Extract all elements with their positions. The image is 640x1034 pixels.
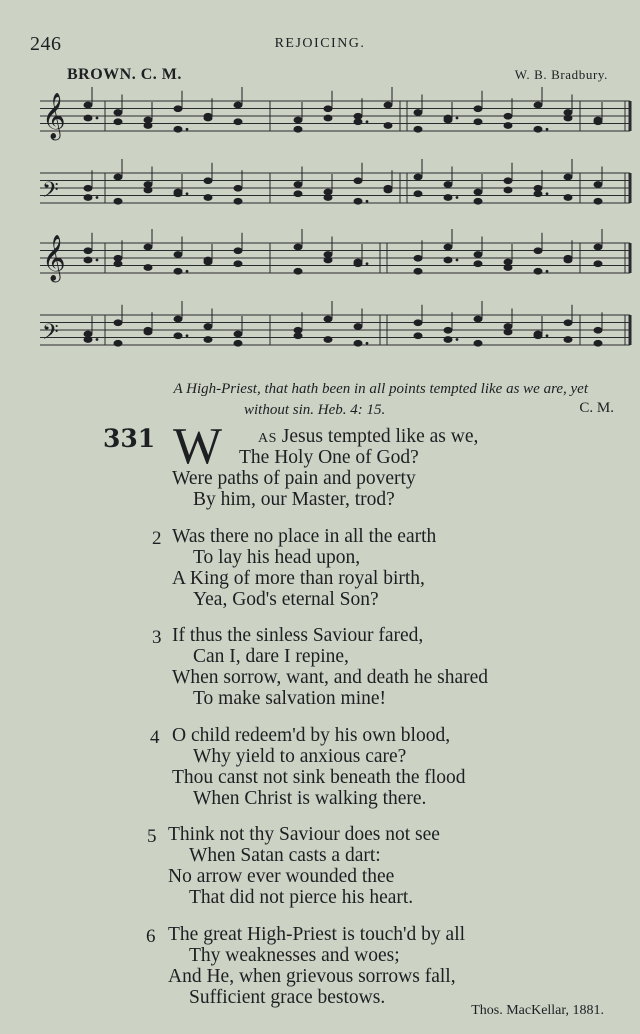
note-head — [294, 190, 303, 197]
dot — [96, 338, 99, 341]
note-head — [234, 118, 243, 125]
note-head — [114, 340, 123, 347]
note-head — [144, 329, 153, 336]
treble-clef-icon: 𝄞 — [42, 93, 66, 139]
stanza-3 — [172, 625, 488, 709]
first-line — [258, 426, 478, 449]
note-head — [564, 194, 573, 201]
dot — [456, 338, 459, 341]
stanza-line: That did not pierce his heart. — [189, 887, 414, 908]
note-head — [204, 336, 213, 343]
note-head — [84, 247, 93, 254]
stanza-line: When Christ is walking there. — [193, 788, 427, 809]
note-head — [564, 336, 573, 343]
tune-name: BROWN. C. M. — [67, 66, 182, 83]
note-head — [444, 327, 453, 334]
note-head — [204, 115, 213, 122]
note-head — [294, 244, 303, 251]
note-head — [504, 187, 513, 194]
stanza-5 — [168, 824, 440, 908]
note-head — [504, 264, 513, 271]
stanza-6 — [168, 924, 465, 1008]
note-head — [474, 316, 483, 323]
note-head — [444, 257, 453, 264]
verse-number: 3 — [152, 627, 162, 648]
stanza-line: Thou canst not sink beneath the flood — [172, 767, 466, 788]
note-head — [474, 105, 483, 112]
note-head — [324, 105, 333, 112]
note-head — [234, 185, 243, 192]
note-head — [234, 331, 243, 338]
note-head — [354, 260, 363, 267]
note-head — [324, 316, 333, 323]
note-head — [114, 118, 123, 125]
epigraph — [40, 379, 618, 421]
epigraph-line-2: without sin. Heb. 4: 15. — [244, 402, 386, 418]
stanza-line: Yea, God's eternal Son? — [193, 589, 379, 610]
note-head — [234, 260, 243, 267]
first-line-text: Jesus tempted like as we, — [276, 426, 479, 447]
note-head — [504, 113, 513, 120]
dot — [456, 196, 459, 199]
dot — [96, 117, 99, 120]
note-head — [204, 194, 213, 201]
note-head — [594, 118, 603, 125]
hymn-number: 331 — [103, 424, 156, 453]
note-head — [294, 126, 303, 133]
note-head — [354, 323, 363, 330]
note-head — [594, 340, 603, 347]
note-head — [204, 323, 213, 330]
dot — [456, 117, 459, 120]
note-head — [84, 185, 93, 192]
note-head — [294, 268, 303, 275]
note-head — [174, 105, 183, 112]
note-head — [354, 198, 363, 205]
note-head — [84, 257, 93, 264]
note-head — [324, 336, 333, 343]
dot — [186, 192, 189, 195]
note-head — [534, 332, 543, 339]
note-head — [444, 181, 453, 188]
stanza-line: If thus the sinless Saviour fared, — [172, 625, 424, 646]
epigraph-line-1: A High-Priest, that hath been in all points tempted like as we are, yet — [173, 381, 588, 397]
dot — [546, 192, 549, 195]
hymn-meter: C. M. — [579, 400, 614, 416]
dot — [96, 196, 99, 199]
stanza-2 — [172, 526, 436, 610]
note-head — [414, 190, 423, 197]
note-head — [174, 190, 183, 197]
stanza-line: No arrow ever wounded thee — [168, 866, 395, 887]
note-head — [144, 187, 153, 194]
music-score — [0, 0, 640, 370]
note-head — [294, 117, 303, 124]
note-head — [594, 198, 603, 205]
stanza-4 — [172, 725, 466, 809]
dot — [366, 200, 369, 203]
note-head — [114, 319, 123, 326]
note-head — [474, 340, 483, 347]
dot — [546, 128, 549, 131]
note-head — [144, 122, 153, 129]
stanza-line: When sorrow, want, and death he shared — [172, 667, 489, 688]
note-head — [294, 332, 303, 339]
first-line-caps: AS — [258, 431, 277, 446]
note-head — [444, 194, 453, 201]
note-head — [354, 340, 363, 347]
dot — [366, 120, 369, 123]
note-head — [474, 189, 483, 196]
stanza-line: When Satan casts a dart: — [189, 845, 381, 866]
note-head — [114, 109, 123, 116]
dot — [186, 128, 189, 131]
note-head — [204, 177, 213, 184]
stanza-line: The great High-Priest is touch'd by all — [168, 924, 466, 945]
verse-number: 2 — [152, 528, 162, 549]
note-head — [414, 332, 423, 339]
verse-number: 4 — [150, 727, 160, 748]
stanza-line: And He, when grievous sorrows fall, — [168, 966, 456, 987]
dot — [186, 334, 189, 337]
note-head — [414, 255, 423, 262]
stanza-line: Thy weaknesses and woes; — [189, 945, 400, 966]
note-head — [234, 247, 243, 254]
note-head — [414, 126, 423, 133]
bass-clef-icon: 𝄢 — [42, 320, 59, 350]
note-head — [174, 126, 183, 133]
note-head — [84, 115, 93, 122]
note-head — [384, 102, 393, 109]
note-head — [564, 115, 573, 122]
note-head — [174, 268, 183, 275]
dot — [96, 259, 99, 262]
note-head — [534, 126, 543, 133]
note-head — [504, 177, 513, 184]
stanza-line: Think not thy Saviour does not see — [168, 824, 440, 845]
note-head — [474, 260, 483, 267]
note-head — [84, 194, 93, 201]
note-head — [174, 316, 183, 323]
note-head — [324, 115, 333, 122]
note-head — [84, 336, 93, 343]
note-head — [534, 102, 543, 109]
note-head — [414, 174, 423, 181]
note-head — [504, 122, 513, 129]
note-head — [534, 190, 543, 197]
note-head — [114, 260, 123, 267]
dot — [366, 262, 369, 265]
verse-number: 5 — [147, 826, 157, 847]
note-head — [384, 187, 393, 194]
stanza-line: O child redeem'd by his own blood, — [172, 725, 451, 746]
note-head — [444, 115, 453, 122]
verse-number: 6 — [146, 926, 156, 947]
note-head — [594, 181, 603, 188]
stanza-1 — [172, 447, 419, 510]
stanza-line: Why yield to anxious care? — [193, 746, 407, 767]
note-head — [384, 122, 393, 129]
stanza-line: Sufficient grace bestows. — [189, 987, 386, 1008]
dot — [186, 270, 189, 273]
dot — [546, 270, 549, 273]
note-head — [204, 257, 213, 264]
note-head — [324, 194, 333, 201]
note-head — [354, 177, 363, 184]
composer: W. B. Bradbury. — [514, 67, 608, 82]
stanza-line: Was there no place in all the earth — [172, 526, 437, 547]
treble-clef-icon: 𝄞 — [42, 235, 66, 281]
note-head — [354, 118, 363, 125]
drop-cap: W — [173, 418, 223, 475]
note-head — [594, 327, 603, 334]
note-head — [414, 268, 423, 275]
stanza-line: To lay his head upon, — [193, 547, 361, 568]
note-head — [174, 251, 183, 258]
note-head — [564, 319, 573, 326]
dot — [546, 334, 549, 337]
note-head — [564, 257, 573, 264]
stanza-line: The Holy One of God? — [239, 447, 419, 468]
note-head — [114, 198, 123, 205]
note-head — [444, 244, 453, 251]
note-head — [234, 198, 243, 205]
note-head — [474, 198, 483, 205]
note-head — [414, 109, 423, 116]
note-head — [234, 102, 243, 109]
stanza-line: Can I, dare I repine, — [193, 646, 349, 667]
note-head — [534, 268, 543, 275]
note-head — [594, 260, 603, 267]
note-head — [444, 336, 453, 343]
section-title: REJOICING. — [274, 36, 366, 51]
note-head — [534, 247, 543, 254]
note-head — [294, 181, 303, 188]
stanza-line: A King of more than royal birth, — [172, 568, 425, 589]
note-head — [234, 340, 243, 347]
note-head — [114, 174, 123, 181]
note-head — [594, 244, 603, 251]
note-head — [324, 257, 333, 264]
note-head — [144, 264, 153, 271]
dot — [366, 342, 369, 345]
note-head — [84, 102, 93, 109]
page-number: 246 — [30, 33, 62, 55]
note-head — [504, 329, 513, 336]
bass-clef-icon: 𝄢 — [42, 178, 59, 208]
note-head — [144, 244, 153, 251]
stanza-line: To make salvation mine! — [193, 688, 387, 709]
note-head — [474, 251, 483, 258]
note-head — [564, 174, 573, 181]
dot — [456, 259, 459, 262]
note-head — [414, 319, 423, 326]
author-attribution: Thos. MacKellar, 1881. — [471, 1003, 604, 1018]
stanza-line: Were paths of pain and poverty — [172, 468, 416, 489]
stanza-line: By him, our Master, trod? — [193, 489, 395, 510]
note-head — [474, 118, 483, 125]
note-head — [174, 332, 183, 339]
